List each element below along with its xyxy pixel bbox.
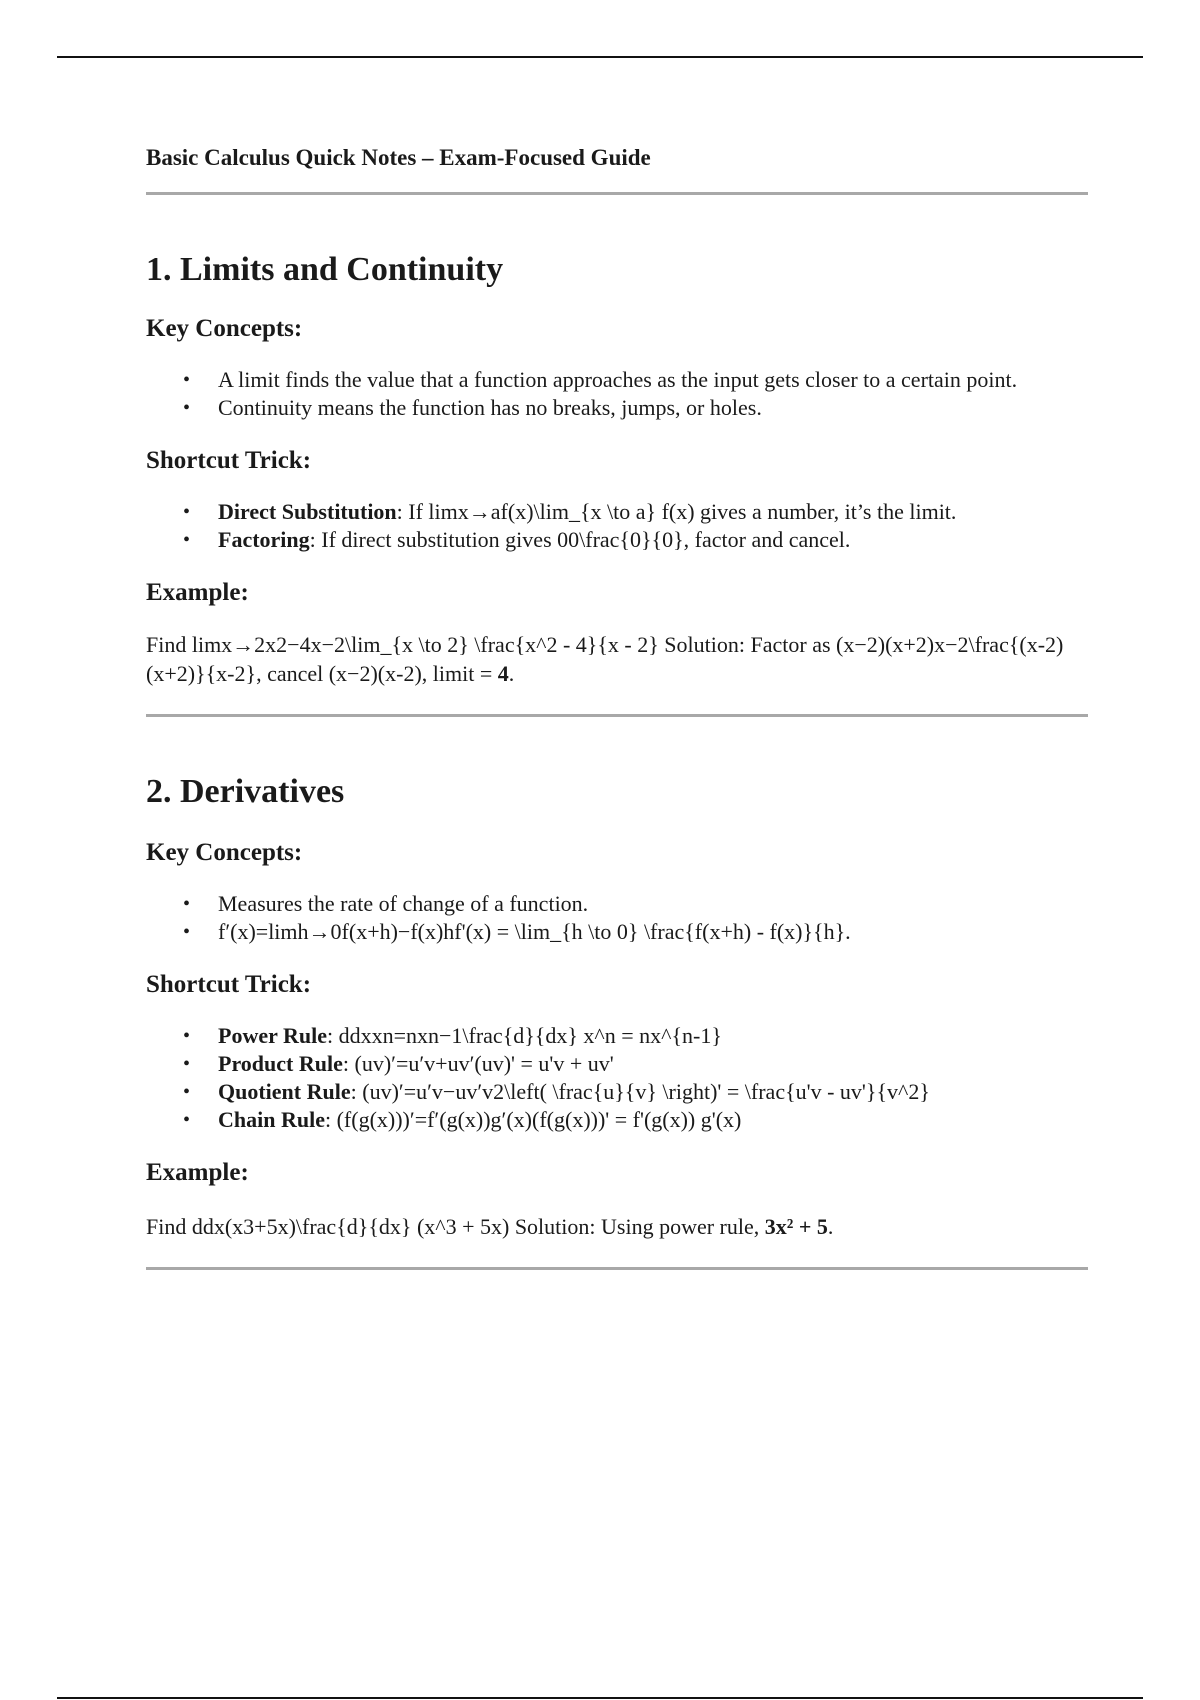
- list-item: [218, 1022, 1088, 1050]
- list-item: • A limit finds the value that a function approaches as the input gets closer to a certain point.: [218, 366, 1088, 394]
- list-item: • Continuity means the function has no breaks, jumps, or holes.: [218, 394, 1088, 422]
- list-item: [218, 1106, 1088, 1134]
- section-heading-derivatives: 2. Derivatives: [146, 773, 345, 810]
- rule-term: Factoring: [218, 527, 310, 552]
- list-item: [218, 498, 1088, 526]
- list-item: • Measures the rate of change of a function.: [218, 890, 1088, 918]
- rule-term: Power Rule: [218, 1023, 327, 1048]
- example-answer: 4: [497, 661, 509, 686]
- rule-term: Direct Substitution: [218, 499, 397, 524]
- rule-text: : (uv)′=u′v−uv′v2\left( \frac{u}{v} \right)' = \frac{u'v - uv'}{v^2}: [350, 1079, 930, 1104]
- shortcut-trick-label: Shortcut Trick:: [146, 971, 312, 998]
- key-concepts-list: [146, 366, 1088, 422]
- example-text: [146, 630, 1088, 688]
- example-body: Find ddx(x3+5x)\frac{d}{dx} (x^3 + 5x) Solution: Using power rule,: [146, 1214, 765, 1239]
- shortcut-list: [146, 1022, 1088, 1134]
- title-divider: [146, 192, 1088, 195]
- page-bottom-rule: [57, 1697, 1143, 1699]
- rule-text: : ddxxn=nxn−1\frac{d}{dx} x^n = nx^{n-1}: [326, 1023, 722, 1048]
- list-item: [218, 1078, 1088, 1106]
- section-divider: [146, 1267, 1088, 1270]
- example-body: Find limx→2x2−4x−2\lim_{x \to 2} \frac{x^2 - 4}{x - 2} Solution: Factor as (x−2)(x+2)x−2\frac{(x-2)(x+2)}{x-2}, cancel (x−2)(x-2), limit =: [146, 632, 1064, 686]
- section-divider: [146, 714, 1088, 717]
- key-concepts-label: Key Concepts:: [146, 839, 303, 866]
- rule-term: Chain Rule: [218, 1107, 325, 1132]
- page-top-rule: [57, 56, 1143, 58]
- rule-text: : (uv)′=u′v+uv′(uv)' = u'v + uv': [342, 1051, 614, 1076]
- example-label: Example:: [146, 579, 249, 606]
- example-end: .: [508, 661, 515, 686]
- list-item: [218, 526, 1088, 554]
- key-concepts-label: Key Concepts:: [146, 315, 303, 342]
- example-end: .: [827, 1214, 834, 1239]
- list-item: [218, 1050, 1088, 1078]
- rule-term: Quotient Rule: [218, 1079, 351, 1104]
- document-title: Basic Calculus Quick Notes – Exam-Focused Guide: [146, 145, 651, 170]
- list-item: • f′(x)=limh→0f(x+h)−f(x)hf'(x) = \lim_{h \to 0} \frac{f(x+h) - f(x)}{h}.: [218, 918, 1088, 946]
- section-heading-limits: 1. Limits and Continuity: [146, 251, 504, 288]
- document-body: [146, 143, 1088, 1270]
- rule-term: Product Rule: [218, 1051, 343, 1076]
- key-concepts-list: [146, 890, 1088, 946]
- shortcut-trick-label: Shortcut Trick:: [146, 447, 312, 474]
- rule-text: : If direct substitution gives 00\frac{0}{0}, factor and cancel.: [309, 527, 851, 552]
- shortcut-list: [146, 498, 1088, 554]
- rule-text: : (f(g(x)))′=f′(g(x))g′(x)(f(g(x)))' = f'(g(x)) g'(x): [324, 1107, 742, 1132]
- example-label: Example:: [146, 1159, 249, 1186]
- rule-text: : If limx→af(x)\lim_{x \to a} f(x) gives a number, it’s the limit.: [396, 499, 957, 524]
- example-text: [146, 1212, 1088, 1241]
- example-answer: 3x² + 5: [764, 1214, 828, 1239]
